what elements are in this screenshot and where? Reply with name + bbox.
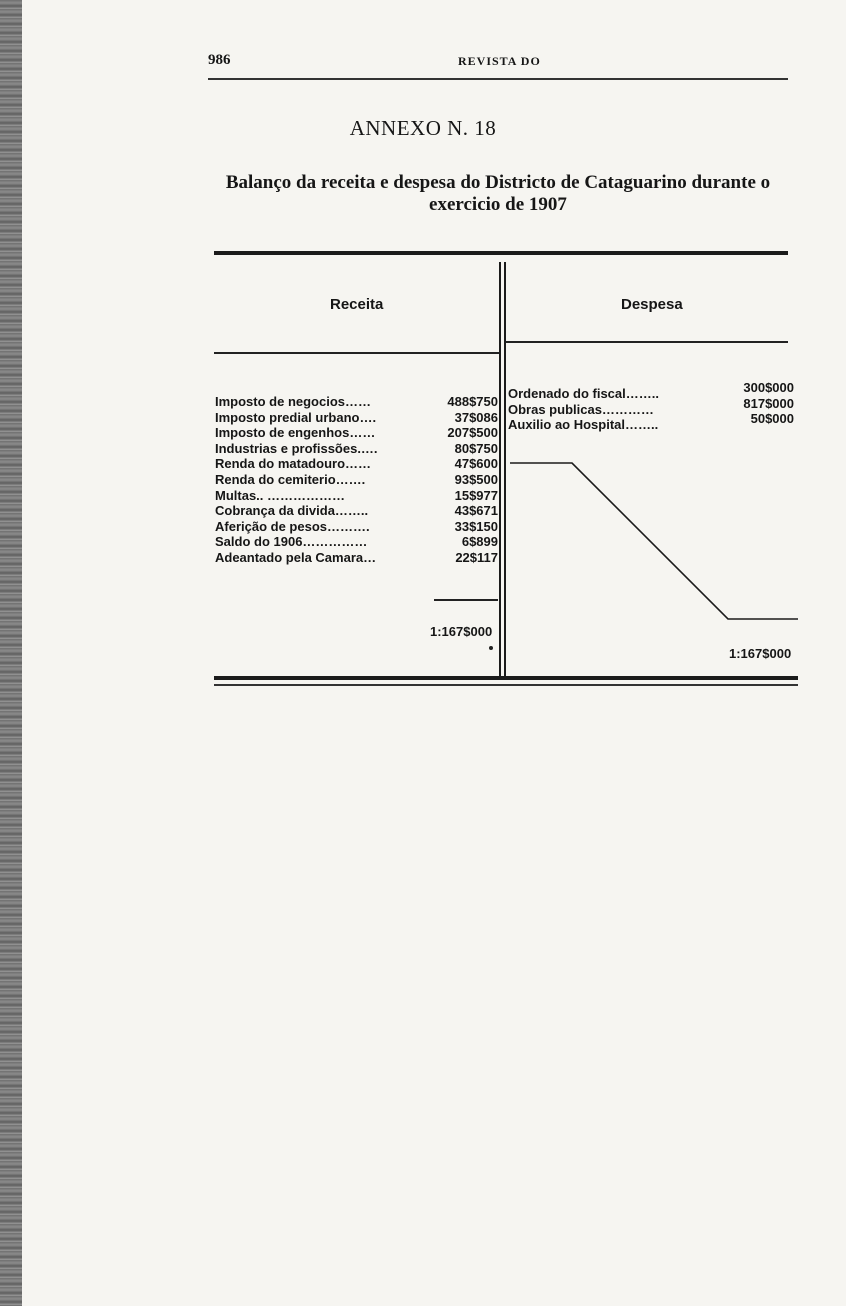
despesa-item-label: Auxilio ao Hospital……..	[508, 417, 659, 433]
receita-item-label: Imposto de engenhos……	[215, 425, 376, 441]
receita-item-label: Adeantado pela Camara…	[215, 549, 377, 565]
annex-title: ANNEXO N. 18	[349, 116, 497, 140]
despesa-filler-line	[506, 455, 798, 625]
receita-item-amount: 488$750	[447, 394, 498, 409]
receita-amounts	[420, 394, 498, 566]
receita-item-label: Imposto predial urbano….	[215, 409, 377, 425]
receita-labels	[215, 394, 415, 566]
receita-header-rule	[214, 352, 500, 354]
receita-item-amount: 15$977	[454, 487, 498, 503]
table-top-rule	[214, 251, 788, 255]
despesa-item-amount: 300$000	[743, 380, 794, 395]
receita-item-amount: 22$117	[455, 549, 498, 565]
receita-item-label: Imposto de negocios……	[215, 394, 372, 409]
despesa-total: 1:167$000	[729, 646, 792, 661]
scan-edge	[0, 0, 22, 1306]
receita-item-label: Aferição de pesos……….	[215, 518, 370, 534]
receita-item-amount: 47$600	[454, 456, 498, 472]
despesa-amounts	[718, 380, 794, 427]
receita-item-amount: 207$500	[447, 425, 498, 441]
table-bottom-rule-2	[214, 684, 798, 686]
receita-sum-rule	[434, 599, 498, 601]
receita-item-amount: 93$500	[454, 471, 498, 487]
table-bottom-rule	[214, 676, 798, 680]
document-title: Balanço da receita e despesa do Districto de Cataguarino durante o exercicio de 1907	[225, 172, 771, 215]
receita-item-label: Renda do cemiterio…….	[215, 471, 366, 487]
header-rule	[208, 78, 788, 80]
receita-item-label: Multas.. ………………	[215, 487, 346, 503]
receita-header: Receita	[330, 296, 384, 313]
receita-item-label: Renda do matadouro……	[215, 456, 372, 472]
receita-item-label: Saldo do 1906……………	[215, 534, 368, 550]
running-head: REVISTA DO	[458, 54, 541, 68]
despesa-header-rule	[506, 341, 788, 343]
receita-item-amount: 33$150	[454, 518, 498, 534]
despesa-labels	[508, 386, 718, 433]
receita-total: 1:167$000	[430, 624, 493, 639]
receita-item-amount: 37$086	[454, 409, 498, 425]
ink-dot	[489, 646, 493, 650]
receita-item-amount: 6$899	[461, 534, 498, 550]
despesa-item-amount: 817$000	[743, 395, 794, 411]
despesa-header: Despesa	[621, 296, 683, 313]
receita-item-label: Cobrança da divida……..	[215, 503, 369, 519]
despesa-item-label: Ordenado do fiscal……..	[508, 386, 659, 401]
column-divider-left	[499, 262, 501, 676]
despesa-item-label: Obras publicas…………	[508, 401, 654, 417]
receita-item-label: Industrias e profissões.….	[215, 440, 378, 456]
despesa-item-amount: 50$000	[750, 411, 794, 427]
page-number: 986	[208, 52, 231, 68]
receita-item-amount: 80$750	[454, 440, 498, 456]
receita-item-amount: 43$671	[454, 503, 498, 519]
